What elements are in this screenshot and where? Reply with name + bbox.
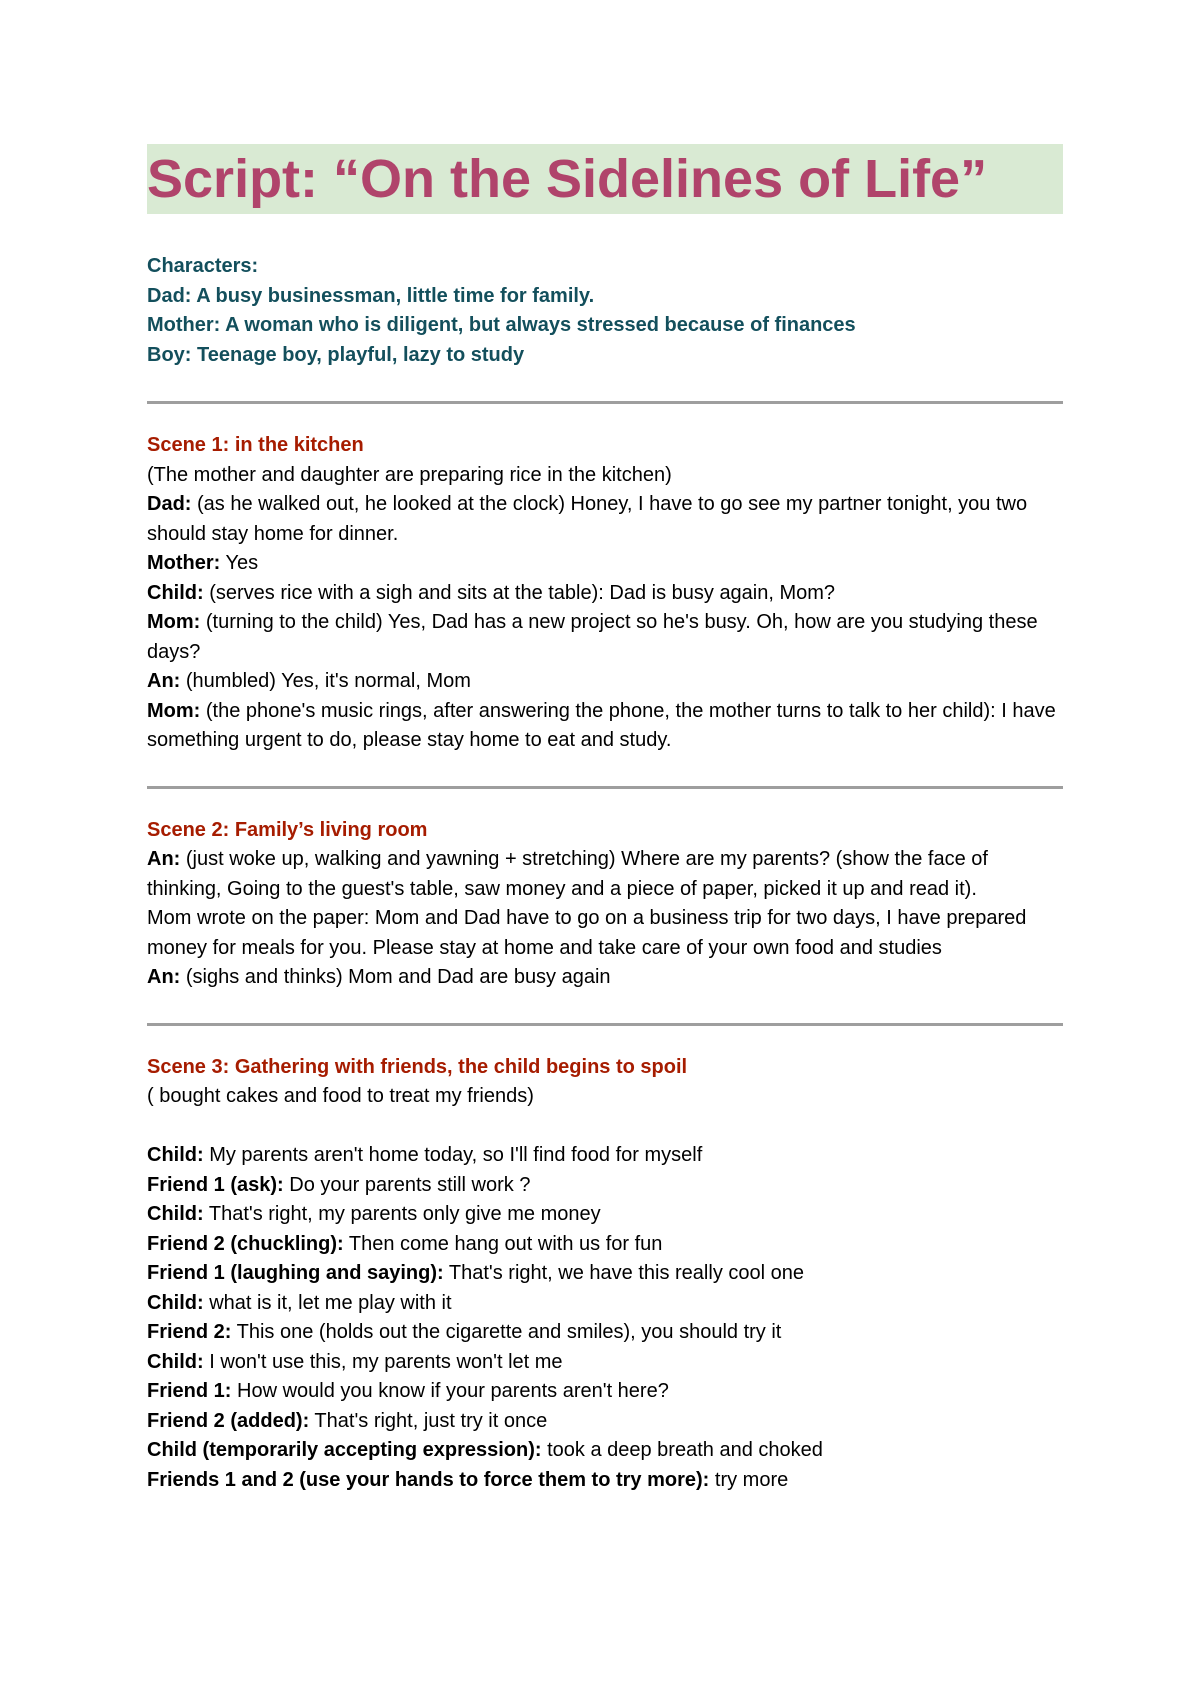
speaker-label: Mom: (147, 699, 201, 722)
dialogue-text: what is it, let me play with it (203, 1291, 452, 1314)
dialogue-line (147, 845, 1063, 904)
dialogue-text: (turning to the child) Yes, Dad has a new project so he's busy. Oh, how are you studying these days? (147, 611, 1038, 663)
dialogue-text: (humbled) Yes, it's normal, Mom (180, 670, 471, 692)
speaker-label: Child: (147, 1291, 204, 1314)
dialogue-line (147, 549, 1063, 579)
dialogue-line (147, 579, 1063, 609)
dialogue-text: try more (709, 1468, 789, 1491)
speaker-label: Mother: (147, 552, 221, 574)
scene-lines (147, 1082, 1063, 1495)
document-page (147, 144, 1063, 1495)
speaker-label: Child: (147, 1144, 204, 1166)
scene-heading: Scene 1: in the kitchen (147, 434, 364, 456)
speaker-label: Friend 1 (laughing and saying): (147, 1262, 444, 1284)
speaker-label: Friend 1: (147, 1380, 232, 1402)
speaker-label: An: (147, 670, 181, 692)
dialogue-line (147, 697, 1063, 756)
dialogue-line (147, 1348, 1063, 1378)
dialogue-text: My parents aren't home today, so I'll find food for myself (203, 1144, 703, 1166)
dialogue-text: (serves rice with a sigh and sits at the table): Dad is busy again, Mom? (203, 581, 836, 604)
dialogue-line (147, 1171, 1063, 1201)
dialogue-text: That's right, my parents only give me money (203, 1203, 601, 1225)
dialogue-text: That's right, just try it once (309, 1409, 548, 1432)
dialogue-text: Mom wrote on the paper: Mom and Dad have to go on a business trip for two days, I have prepared money for meals for you. Please stay at home and take care of your own food and studies (147, 907, 1027, 959)
dialogue-line (147, 490, 1063, 549)
dialogue-text: (The mother and daughter are preparing rice in the kitchen) (147, 463, 672, 486)
dialogue-line (147, 1466, 1063, 1496)
dialogue-line (147, 1141, 1063, 1171)
scene-heading: Scene 2: Family’s living room (147, 818, 428, 841)
dialogue-line (147, 1377, 1063, 1407)
dialogue-line (147, 1200, 1063, 1230)
scene-3 (147, 1053, 1063, 1496)
speaker-label: Child: (147, 1350, 204, 1373)
characters-section (147, 252, 1063, 370)
section-divider (147, 1023, 1063, 1026)
speaker-label: Dad: (147, 493, 192, 515)
dialogue-text: ( bought cakes and food to treat my friends) (147, 1085, 534, 1107)
dialogue-text: This one (holds out the cigarette and smiles), you should try it (231, 1321, 782, 1343)
dialogue-text: I won't use this, my parents won't let me (203, 1350, 563, 1373)
speaker-label: Child (temporarily accepting expression): (147, 1439, 542, 1461)
speaker-label: Friend 2 (chuckling): (147, 1232, 344, 1255)
scene-heading: Scene 3: Gathering with friends, the child begins to spoil (147, 1055, 688, 1078)
dialogue-line (147, 963, 1063, 993)
dialogue-line (147, 1407, 1063, 1437)
dialogue-line (147, 1289, 1063, 1319)
characters-heading: Characters: (147, 255, 259, 277)
speaker-label: An: (147, 848, 181, 870)
dialogue-text: (just woke up, walking and yawning + stretching) Where are my parents? (show the face of thinking, Going to the guest's table, saw money and a piece of paper, picked it up and read it). (147, 848, 988, 900)
speaker-label: An: (147, 966, 181, 988)
dialogue-line (147, 1230, 1063, 1260)
stage-direction (147, 904, 1063, 963)
dialogue-line (147, 608, 1063, 667)
dialogue-text: (as he walked out, he looked at the clock) Honey, I have to go see my partner tonight, you two should stay home for dinner. (147, 493, 1028, 545)
dialogue-line (147, 667, 1063, 697)
speaker-label: Friend 2 (added): (147, 1409, 310, 1432)
dialogue-text: (sighs and thinks) Mom and Dad are busy again (180, 966, 611, 988)
dialogue-text: That's right, we have this really cool one (443, 1262, 804, 1284)
scene-lines (147, 461, 1063, 756)
page-title: Script: “On the Sidelines of Life” (147, 144, 1063, 214)
speaker-label: Friend 2: (147, 1321, 232, 1343)
speaker-label: Mom: (147, 611, 201, 633)
dialogue-line (147, 1436, 1063, 1466)
section-divider (147, 786, 1063, 789)
section-divider (147, 401, 1063, 404)
character-item-boy: Boy: Teenage boy, playful, lazy to study (147, 343, 525, 366)
dialogue-text: Then come hang out with us for fun (343, 1232, 663, 1255)
dialogue-line (147, 1318, 1063, 1348)
character-item-mother: Mother: A woman who is diligent, but always stressed because of finances (147, 314, 856, 336)
dialogue-text: How would you know if your parents aren't here? (231, 1380, 669, 1402)
dialogue-text: (the phone's music rings, after answering the phone, the mother turns to talk to her child): I have something urgent to do, please stay home to eat and study. (147, 699, 1056, 751)
speaker-label: Friend 1 (ask): (147, 1173, 284, 1196)
dialogue-text: took a deep breath and choked (541, 1439, 823, 1461)
stage-direction (147, 1082, 1063, 1112)
dialogue-text: Yes (220, 552, 259, 574)
blank-line (147, 1112, 1063, 1142)
dialogue-line (147, 1259, 1063, 1289)
character-item-dad: Dad: A busy businessman, little time for family. (147, 284, 595, 307)
stage-direction (147, 461, 1063, 491)
speaker-label: Child: (147, 1203, 204, 1225)
dialogue-text: Do your parents still work ? (283, 1173, 531, 1196)
scene-2 (147, 816, 1063, 993)
scene-1 (147, 431, 1063, 756)
speaker-label: Child: (147, 581, 204, 604)
speaker-label: Friends 1 and 2 (use your hands to force them to try more): (147, 1468, 710, 1491)
scene-lines (147, 845, 1063, 993)
